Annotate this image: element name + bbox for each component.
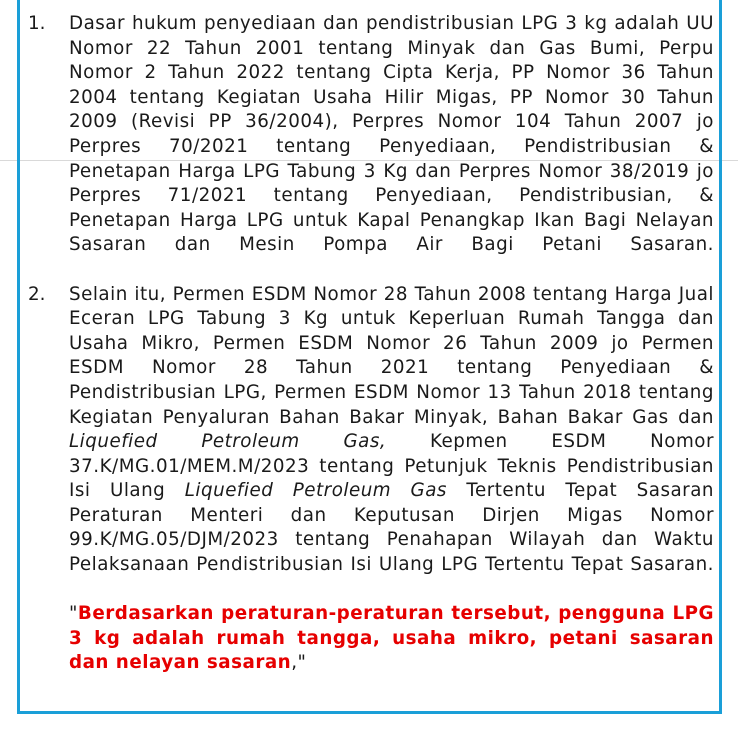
list-item-text <box>69 283 714 578</box>
list-item-2 <box>28 283 714 578</box>
list-item-number: 1. <box>28 13 46 34</box>
close-quote-mark: ," <box>291 652 307 674</box>
list-item-text: Dasar hukum penyediaan dan pendistribusian LPG 3 kg adalah UU Nomor 22 Tahun 2001 tentang Minyak dan Gas Bumi, Perpu Nomor 2 Tahun 2022 tentang Cipta Kerja, PP Nomor 36 Tahun 2004 tentang Kegiatan Usaha Hilir Migas, PP Nomor 30 Tahun 2009 (Revisi PP 36/2004), Perpres Nomor 104 Tahun 2007 jo Perpres 70/2021 tentang Penyediaan, Pendistribusian & Penetapan Harga LPG Tabung 3 Kg dan Perpres Nomor 38/2019 jo Perpres 71/2021 tentang Penyediaan, Pendistribusian, & Penetapan Harga LPG untuk Kapal Penangkap Ikan Bagi Nelayan Sasaran dan Mesin Pompa Air Bagi Petani Sasaran. <box>69 13 714 256</box>
list-item-number: 2. <box>28 283 46 305</box>
open-quote-mark: " <box>69 603 78 625</box>
regulation-list <box>28 12 714 676</box>
text-segment: Kepmen ESDM Nomor 37.K/MG.01/MEM.M/2023 tentang Petunjuk Teknis Pendistribusian Isi Ulang <box>69 431 714 502</box>
italic-term: Liquefied Petroleum Gas, <box>69 431 387 453</box>
text-segment: Selain itu, Permen ESDM Nomor 28 Tahun 2008 tentang Harga Jual Eceran LPG Tabung 3 Kg untuk Keperluan Rumah Tangga dan Usaha Mikro, Permen ESDM Nomor 26 Tahun 2009 jo Permen ESDM Nomor 28 Tahun 2021 tentang Penyediaan & Pendistribusian LPG, Permen ESDM Nomor 13 Tahun 2018 tentang Kegiatan Penyaluran Bahan Bakar Minyak, Bahan Bakar Gas dan <box>69 283 714 428</box>
italic-term: Liquefied Petroleum Gas <box>184 480 447 502</box>
list-item-1 <box>28 12 714 258</box>
text-segment: Tertentu Tepat Sasaran Peraturan Menteri dan Keputusan Dirjen Migas Nomor 99.K/MG.05/DJM/2023 tentang Penahapan Wilayah dan Waktu Pelaksanaan Pendistribusian Isi Ulang LPG Tertentu Tepat Sasaran. <box>69 480 714 576</box>
conclusion-quote <box>28 602 714 676</box>
conclusion-emphasis-text: Berdasarkan peraturan-peraturan tersebut, pengguna LPG 3 kg adalah rumah tangga, usaha mikro, petani sasaran dan nelayan sasaran <box>69 603 714 674</box>
